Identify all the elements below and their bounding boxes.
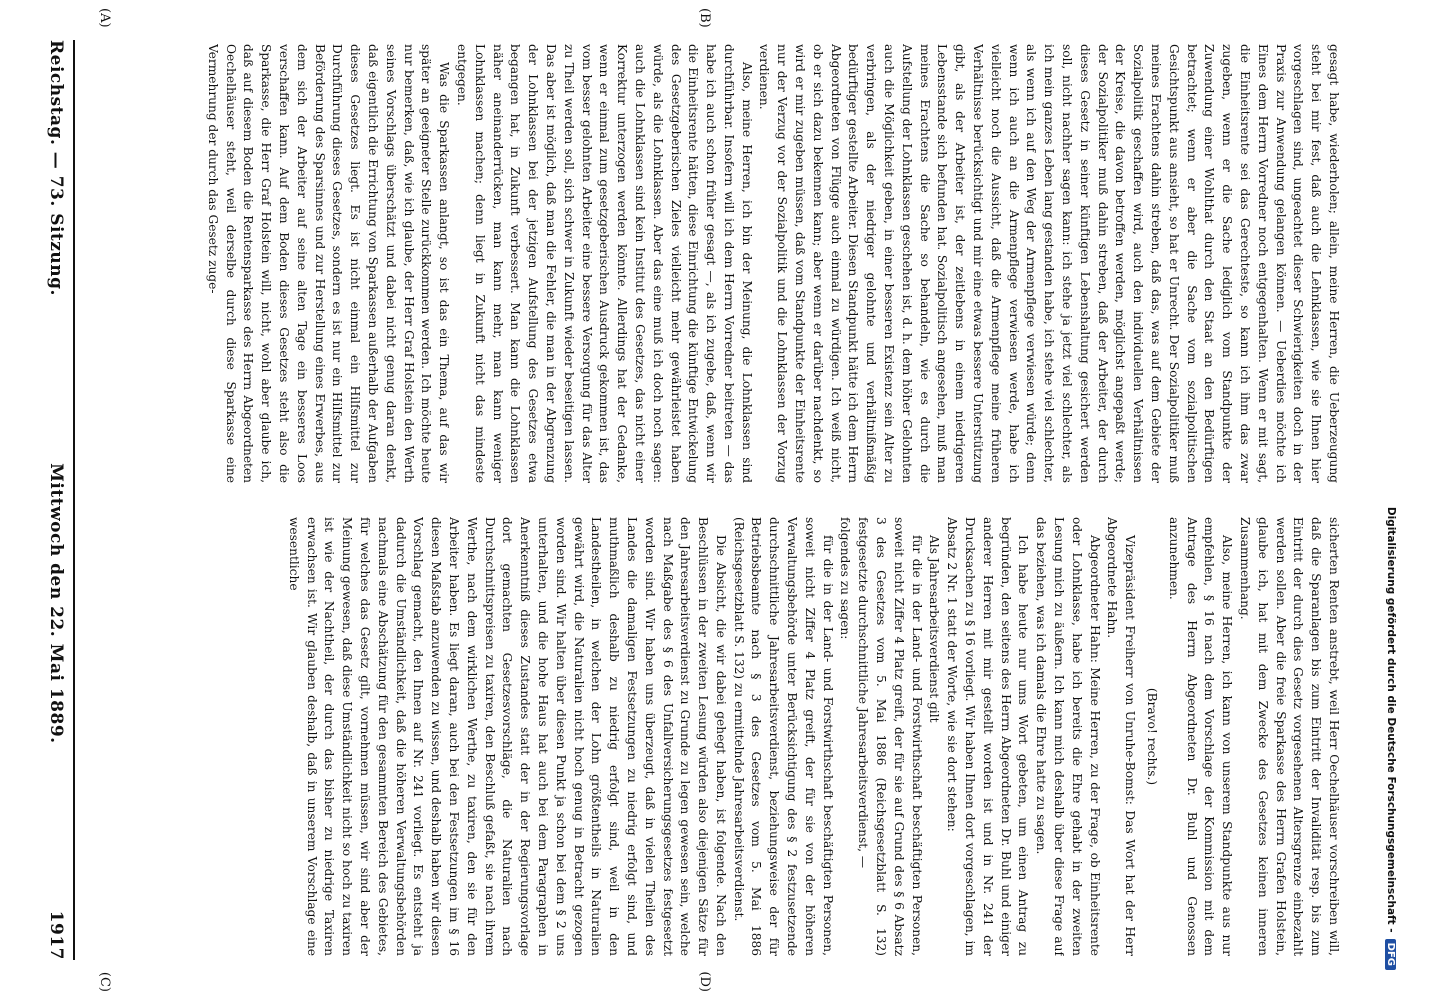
paragraph: Vizepräsident Freiherr von Unruhe-Bomst: Das Wort hat der Herr Abgeordnete Hahn. (1105, 517, 1138, 956)
header-page-number: 1917 (46, 910, 66, 960)
paragraph: folgendes zu sagen: (838, 517, 853, 640)
paragraph: sicherten Renten anstrebt, weil Herr Oechelhäuser vorschreiben will, daß die Sparanlagen bis zum Eintritt der Invalidität resp. bis zum Eintritt der durch dies Gesetz vorgesehenen Altersgrenze einbezahlt werden sollen. Aber die freie Sparkasse des Herrn Grafen Holstein, glaube ich, hat mit dem Zwecke des Gesetzes keinen inneren Zusammenhang. (1238, 517, 1341, 956)
credit-text: Digitalisierung gefördert durch die Deutsche Forschungsgemeinschaft - (1385, 506, 1397, 933)
margin-marker-c: (C) (97, 971, 112, 992)
paragraph: Also, meine Herren, ich kann von unserem Standpunkte aus nur empfehlen, § 16 nach dem Vorschlage der Kommission mit dem Antrage des Herrn Abgeordneten Dr. Buhl und Genossen anzunehmen. (1166, 517, 1235, 956)
page-header (43, 40, 69, 960)
paragraph: Die Absicht, die wir dabei gehegt haben, ist folgende. Nach den Beschlüssen in der zweiten Lesung würden also diejenigen Sätze für den Jahresarbeitsverdienst zu Grunde zu legen gewesen sein, welche nach Maßgabe des § 6 des Unfallversicherungsgesetzes festgesetzt worden sind. Wir haben uns überzeugt, daß in vielen Theilen des Landes die damaligen Festsetzungen zu niedrig erfolgt sind, und muthmaßlich deshalb zu niedrig erfolgt sind, weil in den Landestheilen, in welchen der Lohn größtentheils in Naturalien gewährt wird, die Naturalien nicht hoch genug in Betracht gezogen worden sind. Wir halten über diesen Punkt ja schon bei dem § 2 uns unterhalten, und die hohe Haus hat auch bei dem Paragraphen in Anerkenntniß dieses Zustandes statt der in der Regierungsvorlage dort gemachten Gesetzesvorschläge, die Naturalien nach Durchschnittspreisen zu taxiren, den Beschluß gefaßt, sie nach ihrem Werthe, nach dem wirklichen Werthe, zu taxiren, den sie für den Arbeiter haben. Es liegt daran, auch bei den Festsetzungen im § 16 diesen Maßstab anzuwenden zu wissen, und deshalb haben wir diesen Vorschlag gemacht, den Ihnen auf Nr. 241 vorliegt. Es entsteht ja dadurch die Umständlichkeit, daß die höheren Verwaltungsbehörden nachmals eine Abschätzung für den gesammten Bereich des Gebietes, für welches das Gesetz gilt, vornehmen müssen, wir sind aber der Meinung gewesen, daß diese Umständlichkeit nicht so hoch zu taxiren ist wie der Nachtheil, der durch das bisher zu niedrige Taxiren erwachsen ist. Wir glauben deshalb, daß in unserem Vorschlage eine wesentliche (286, 517, 728, 956)
paragraph: Ich habe heute nur ums Wort gebeten, um einen Antrag zu begründen, den seitens des Herrn Abgeordneten Dr. Buhl und einiger anderer Herren mit mir gestellt worden ist und in Nr. 241 der Drucksachen zu § 16 vorliegt. Wir haben Ihnen dort vorgeschlagen, im Absatz 2 Nr. 1 statt der Worte, wie sie dort stehen: (945, 517, 1031, 956)
header-left: Reichstag. — 73. Sitzung. (46, 40, 66, 296)
quoted-text: für die in der Land- und Forstwirthschaft beschäftigten Personen, soweit nicht Ziffer 4 Platz greift, der für sie von der höheren Verwaltungsbehörde unter Berücksichtigung des § 2 festzusetzende durchschnittliche Jahresarbeitsverdienst, beziehungsweise der für Betriebsbeamte nach § 3 des Gesetzes vom 5. Mai 1886 (Reichsgesetzblatt S. 132) zu ermittelnde Jahresarbeitsverdienst. (731, 517, 835, 956)
paragraph: Abgeordneter Hahn: Meine Herren, zu der Frage, ob Einheitsrente oder Lohnklasse, habe ich bereits die Ehre gehabt in der zweiten Lesung mich zu äußern. Ich kann mich deshalb über diese Frage auf das beziehen, was ich damals die Ehre hatte zu sagen. (1034, 517, 1102, 956)
header-center: Mittwoch den 22. Mai 1889. (46, 463, 66, 744)
text-columns (80, 44, 1342, 956)
paragraph: gesagt habe, wiederholen; allein, meine Herren, die Ueberzeugung steht bei mir fest, daß auch die Lehnklassen, wie sie Ihnen hier vorgeschlagen sind, ungeachtet dieser Schwierigkeiten doch in der Praxis zur Anwendung gelangen können. — Ueberdies möchte ich Eines dem Herrn Vorredner noch entgegenhalten. Wenn er mit sagt, die Einheitsrente sei das Gerechteste, so kann ich ihm das zwar zugeben, wenn er die Sache lediglich vom Standpunkte der Zuwendung einer Wohlthat durch den Staat an den Bedürftigen betrachtet; wenn er aber die Sache vom sozialpolitischen Gesichtspunkt aus ansieht, so hat er Unrecht. Der Sozialpolitiker muß meines Erachtens dahin streben, daß das, was auf dem Gebiete der Sozialpolitik geschaffen wird, auch den individuellen Verhältnissen der Kreise, die davon betroffen werden, möglichst angepaßt werde; der Sozialpolitiker muß dahin streben, daß der Arbeiter, der durch dieses Gesetz in seiner künftigen Lebenshaltung gesichert werden soll, nicht nachher sagen kann: ich stehe ja jetzt viel schlechter, als ich mein ganzes Leben lang gestanden habe, ich stehe viel schlechter, als wenn ich auf den Weg der Armenpflege verwiesen würde; denn wenn ich auch an die Armenpflege verwiesen werde, habe ich vielleicht noch die Aussicht, daß die Armenpflege meine früheren Verhältnisse berücksichtigt und mir eine etwas bessere Unterstützung gibt, als der Arbeiter ist, der zeitlebens in einem niedrigeren Lebensstande sich befunden hat. Sozialpolitisch angesehen, muß man meines Erachtens die Sache so behandeln, wie es durch die Aufstellung der Lohnklassen geschehen ist, d. h. dem höher Gelohnten auch die Möglichkeit geben, in einer besseren Existenz sein Alter zu verbringen, als der niedriger gelohnte und verhältnißmäßig bedürftiger gestellte Arbeiter. Diesen Standpunkt hätte ich dem Herrn Abgeordneten von Flügge auch einmal zu würdigen. Ich weiß nicht, ob er sich dazu bekennen kann; aber wenn er darüber nachdenkt, so wird er mir zugeben müssen, daß vom Standpunkte der Einheitsrente nur der Verzug vor der Sozialpolitik und die Lohnklassen der Vorzug verdienen. (757, 44, 1341, 483)
quoted-text: für die in der Land- und Forstwirthschaft beschäftigten Personen, soweit nicht Ziffer 4 Platz greift, der für sie auf Grund des § 6 Absatz 3 des Gesetzes vom 5. Mai 1886 (Reichsgesetzblatt S. 132) festgesetzte durchschnittliche Jahresarbeitsverdienst, — (856, 517, 924, 956)
paragraph: Also, meine Herren, ich bin der Meinung, die Lohnklassen sind durchführbar. Insofern will ich dem Herrn Vorredner beitreten — das habe ich auch schon früher gesagt —, als ich zugebe, daß, wenn wir die Einheitsrente hätten, diese Einrichtung die künftige Entwickelung des Gesetzgeberischen Zieles vielleicht mehr gewährleistet haben würde, als die Lohnklassen. Aber das eine muß ich doch noch sagen: auch die Lohnklassen sind kein Institut des Gesetzes, das nicht einer Korrektur unterzogen werden könnte. Allerdings hat der Gedanke, wenn er einmal zum gesetzgeberischen Ausdruck gekommen ist, das vom besser gelohnten Arbeiter eine bessere Versorgung für das Alter zu Theil werden soll, sich schwer in Zukunft wieder beseitigen lassen. Das aber ist möglich, daß man die Fehler, die man in der Abgrenzung der Lohnklassen bei der jetzigen Aufstellung des Gesetzes etwa begangen hat, in Zukunft verbessert. Man kann die Lohnklassen näher aneinanderrücken, man kann mehr, man kann weniger Lohnklassen machen; denn liegt in Zukunft nicht das mindeste entgegen. (454, 44, 754, 483)
digitization-credit (1382, 30, 1400, 970)
applause-note: (Bravo! rechts.) (1145, 687, 1160, 786)
dfg-logo: DFG (1386, 939, 1397, 970)
quoted-text: Als Jahresarbeitsverdienst gilt (927, 535, 942, 723)
paragraph: Was die Sparkassen anlangt, so ist das ein Thema, auf das wir später an geeigneter Stelle zurückkommen werden. Ich möchte heute nur bemerken, daß, wie ich glaube, der Herr Graf Holstein den Werth seines Vorschlags überschätzt und dabei nicht genug daran denkt, daß eigentlich die Errichtung von Sparkassen außerhalb der Aufgaben dieses Gesetzes liegt. Es ist nicht einmal ein Hilfsmittel zur Durchführung dieses Gesetzes, sondern es ist nur ein Hilfsmittel zur Beförderung des Sparsinnes und zur Herstellung eines Erwerbes, aus dem sich der Arbeiter auf seine alten Tage ein besseres Loos verschaffen kann. Auf dem Boden dieses Gesetzes steht also die Sparkasse, die Herr Graf Holstein will, nicht, wohl aber glaube ich, daß auf diesem Boden die Rentensparkasse des Herrn Abgeordneten Oechelhäuser steht, weil derselbe durch diese Sparkasse eine Vermehrung der durch das Gesetz zuge- (205, 44, 452, 483)
header-rule (73, 40, 75, 960)
margin-marker-a: (A) (97, 8, 112, 28)
column-right (80, 517, 1342, 956)
column-left (80, 44, 1342, 483)
margin-marker-d: (D) (697, 971, 712, 992)
margin-marker-b: (B) (697, 8, 712, 28)
